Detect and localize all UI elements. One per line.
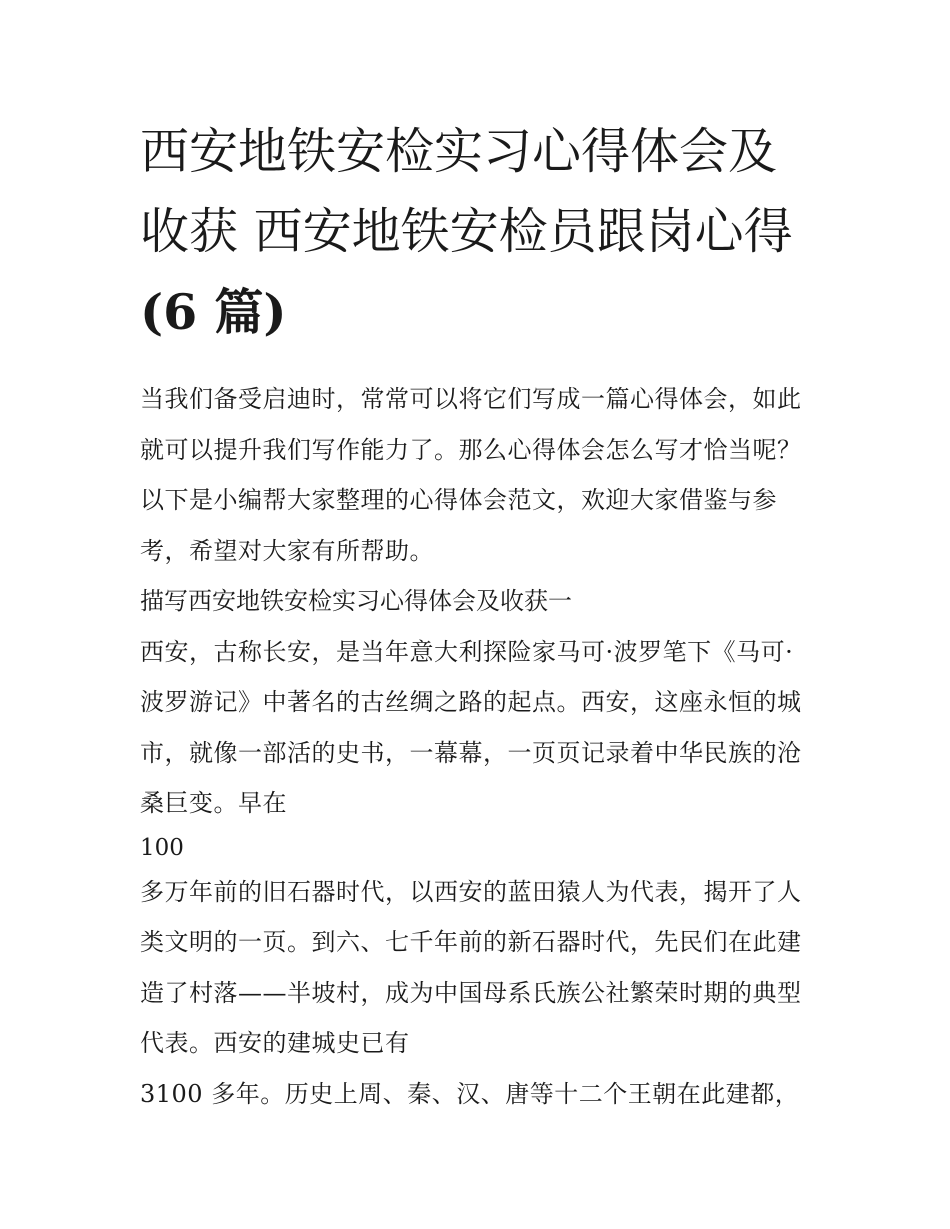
text-line: 代表。西安的建城史已有 [140,1029,410,1057]
text-line: 类文明的一页。到六、七千年前的新石器时代，先民们在此建 [140,928,802,956]
intro-paragraph [140,374,820,576]
text-line: 波罗游记》中著名的古丝绸之路的起点。西安，这座永恒的城 [140,688,802,716]
text-line: 就可以提升我们写作能力了。那么心得体会怎么写才恰当呢？ [140,435,802,464]
text-line: 桑巨变。早在 [140,789,287,817]
text-line: 西安，古称长安，是当年意大利探险家马可·波罗笔下《马可· [140,637,794,666]
text-line: 以下是小编帮大家整理的心得体会范文，欢迎大家借鉴与参 [140,486,777,514]
title-line: 西安地铁安检实习心得体会及 [140,123,778,180]
text-line: 市，就像一部活的史书，一幕幕，一页页记录着中华民族的沧 [140,738,802,767]
body-paragraph [140,867,820,1069]
document-page [140,112,820,1119]
number-line: 100 [140,834,184,861]
text-line: 3100 多年。历史上周、秦、汉、唐等十二个王朝在此建都， [140,1079,800,1108]
section-heading: 描写西安地铁安检实习心得体会及收获一 [140,587,572,615]
text-line: 多万年前的旧石器时代，以西安的蓝田猿人为代表，揭开了人 [140,877,802,906]
text-line: 当我们备受启迪时，常常可以将它们写成一篇心得体会，如此 [140,385,802,413]
text-line: 考，希望对大家有所帮助。 [140,536,434,565]
body-paragraph [140,627,820,829]
title-line: 收获 西安地铁安检员跟岗心得 [140,203,793,260]
title-line: (6 篇) [140,283,287,341]
body-paragraph [140,1069,820,1120]
text-line: 造了村落——半坡村，成为中国母系氏族公社繁荣时期的典型 [140,978,802,1007]
document-title [140,112,820,352]
document-body [140,374,820,1119]
